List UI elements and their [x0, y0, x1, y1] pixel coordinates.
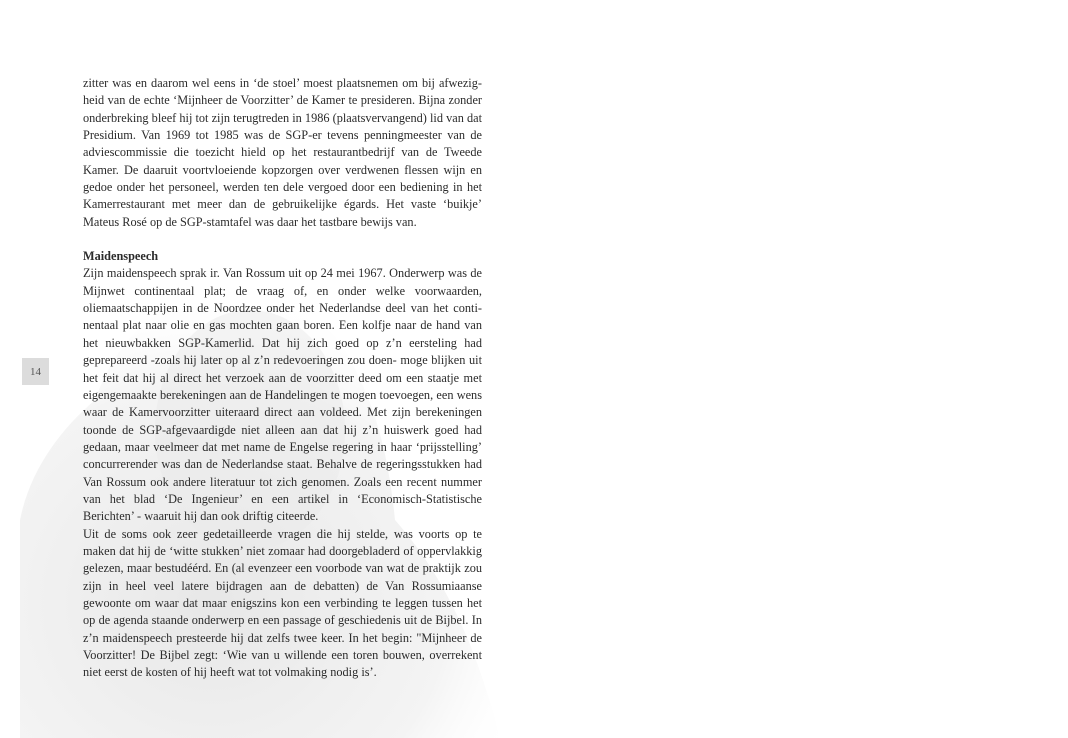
section-paragraph-2: Uit de soms ook zeer gedetailleerde vragen die hij stelde, was voorts op te maken dat hij de ‘witte stukken’ niet zomaar had doorgebladerd of oppervlakkig gelezen, maar bestudéérd. En (al evenzeer een voorbode van wat de praktijk zou zijn in heel veel latere bijdragen aan de debatten) de Van Rossumiaanse gewoonte om waar dat maar enigszins kon een verbinding te leggen tussen het op de agenda staande onderwerp en een passage of geschiedenis uit de Bijbel. In z’n maidenspeech presteerde hij dat zelfs twee keer. In het begin: "Mijnheer de Voorzitter! De Bijbel zegt: ‘Wie van u willende een toren bouwen, overrekent niet eerst de kosten of hij heeft wat tot volmaking nodig is’. [83, 526, 482, 680]
text-column [83, 75, 482, 682]
paragraph-spacer [83, 231, 482, 248]
page-number: 14 [22, 358, 49, 385]
intro-paragraph: zitter was en daarom wel eens in ‘de stoel’ moest plaatsnemen om bij afwezigheid van de echte ‘Mijnheer de Voorzitter’ de Kamer te presideren. Bijna zonder onderbreking bleef hij tot zijn terugtreden in 1986 (plaatsvervangend) lid van dat Presidium. Van 1969 tot 1985 was de SGP-er tevens penningmeester van de adviescommissie die toezicht hield op het restaurantbedrijf van de Tweede Kamer. De daaruit voortvloeiende kopzorgen over verdwenen flessen wijn en gedoe onder het personeel, werden ten dele vergoed door een bediening in het Kamerrestaurant met meer dan de gebruikelijke égards. Het vaste ‘buikje’ Mateus Rosé op de SGP-stamtafel was daar het tastbare bewijs van. [83, 76, 482, 229]
section-heading: Maidenspeech [83, 249, 159, 264]
section-paragraph-1: Zijn maidenspeech sprak ir. Van Rossum uit op 24 mei 1967. Onderwerp was de Mijnwet continentaal plat; de vraag of, en onder welke voorwaarden, oliemaatschappijen in de Noordzee onder het Nederlandse deel van het continentaal plat naar olie en gas mochten gaan boren. Een kolfje naar de hand van het nieuwbakken SGP-Kamerlid. Dat hij zich goed op z’n eersteling had geprepareerd -zoals hij later op al z’n redevoeringen zou doen- moge blijken uit het feit dat hij al direct het verzoek aan de voorzitter deed om een staatje met eigengemaakte berekeningen aan de Handelingen te mogen toevoegen, een wens waar de Kamervoorzitter uiteraard direct aan voldeed. Met zijn berekeningen toonde de SGP-afgevaardigde niet alleen aan dat hij z’n huiswerk goed had gedaan, maar veelmeer dat met name de Engelse regering in haar ‘prijsstelling’ concurrerender was dan de Nederlandse staat. Behalve de regeringsstukken had Van Rossum ook andere literatuur tot zich genomen. Zoals een recent nummer van het blad ‘De Ingenieur’ en een artikel in ‘Economisch-Statistische Berichten’ - waaruit hij dan ook driftig citeerde. [83, 266, 482, 524]
